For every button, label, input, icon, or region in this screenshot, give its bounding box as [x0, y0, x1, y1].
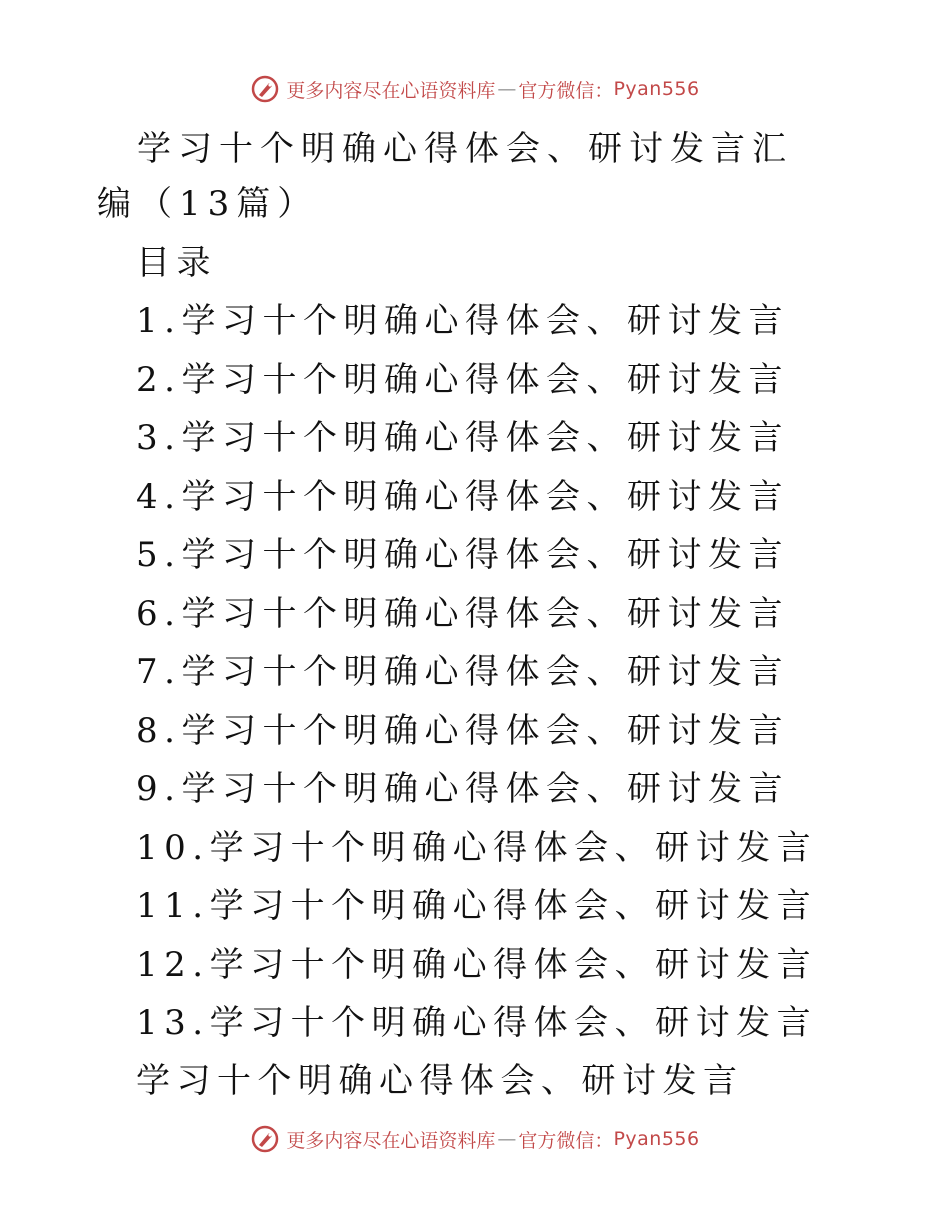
pen-nib-circle-icon	[250, 1124, 280, 1154]
toc-item: 5.学习十个明确心得体会、研讨发言	[136, 535, 789, 575]
toc-item: 6.学习十个明确心得体会、研讨发言	[136, 594, 789, 634]
header-watermark	[0, 74, 950, 104]
watermark-label: 官方微信：	[518, 1129, 614, 1152]
toc-item: 12.学习十个明确心得体会、研讨发言	[136, 945, 818, 985]
watermark-label: 官方微信：	[518, 79, 614, 102]
toc-item: 1.学习十个明确心得体会、研讨发言	[136, 301, 789, 341]
toc-item: 10.学习十个明确心得体会、研讨发言	[136, 828, 818, 868]
toc-item: 3.学习十个明确心得体会、研讨发言	[136, 418, 789, 458]
footer-watermark	[0, 1124, 950, 1154]
watermark-text: 更多内容尽在心语资料库	[286, 79, 496, 102]
watermark-account: Pyan556	[613, 78, 700, 100]
document-title: 学习十个明确心得体会、研讨发言汇编（13篇）	[97, 129, 793, 224]
toc-item: 11.学习十个明确心得体会、研讨发言	[136, 886, 818, 926]
toc-item: 2.学习十个明确心得体会、研讨发言	[136, 360, 789, 400]
toc-item: 9.学习十个明确心得体会、研讨发言	[136, 769, 789, 809]
toc-item: 13.学习十个明确心得体会、研讨发言	[136, 1003, 818, 1043]
toc-item: 4.学习十个明确心得体会、研讨发言	[136, 477, 789, 517]
toc-heading: 目录	[136, 243, 217, 283]
watermark-separator: —	[497, 78, 517, 100]
section-title: 学习十个明确心得体会、研讨发言	[136, 1061, 744, 1101]
watermark-text: 更多内容尽在心语资料库	[286, 1129, 496, 1152]
watermark-account: Pyan556	[613, 1128, 700, 1150]
watermark-separator: —	[497, 1128, 517, 1150]
toc-item: 7.学习十个明确心得体会、研讨发言	[136, 652, 789, 692]
pen-nib-circle-icon	[250, 74, 280, 104]
toc-item: 8.学习十个明确心得体会、研讨发言	[136, 711, 789, 751]
